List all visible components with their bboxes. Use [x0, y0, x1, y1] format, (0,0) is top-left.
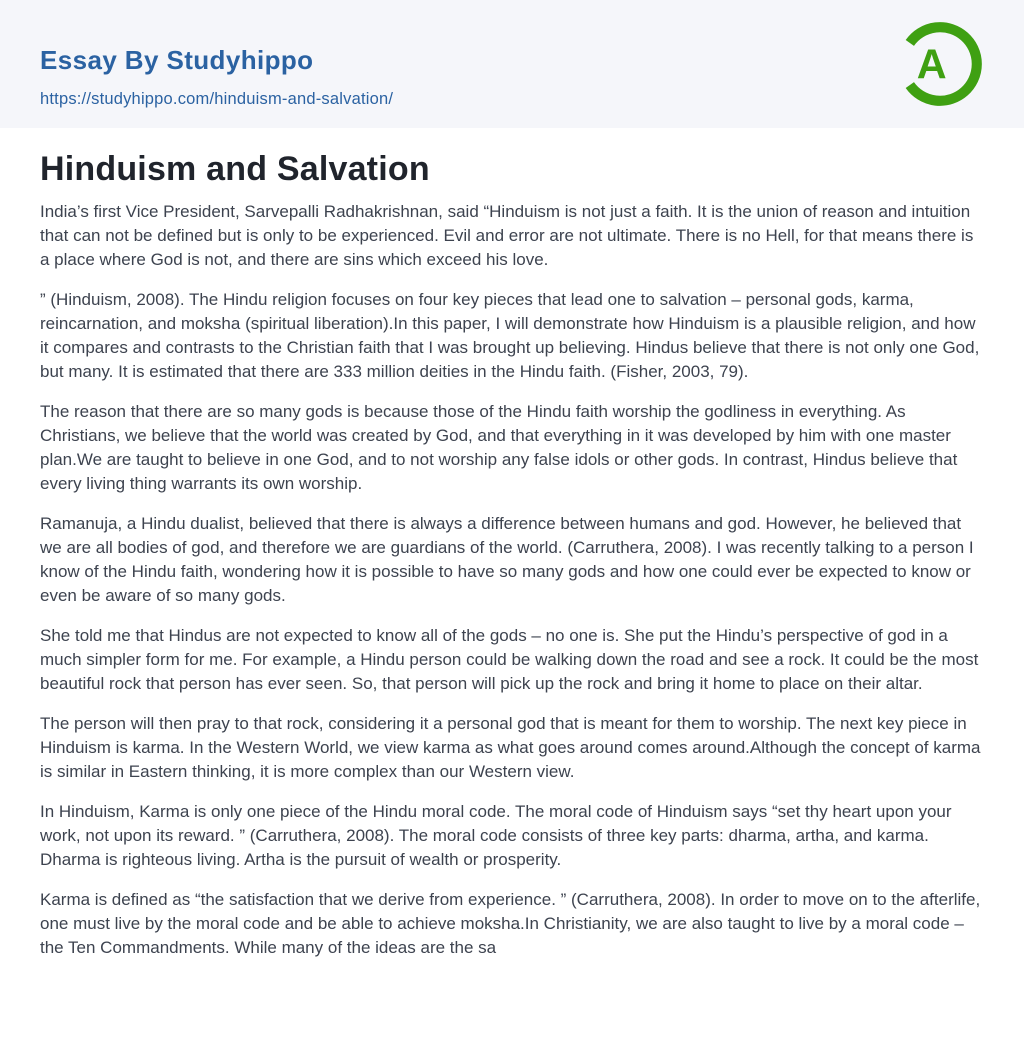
source-url-link[interactable]: https://studyhippo.com/hinduism-and-salvation/: [40, 89, 394, 108]
brand-title: Essay By Studyhippo: [40, 45, 314, 75]
essay-title: Hinduism and Salvation: [40, 150, 430, 188]
essay-paragraph: She told me that Hindus are not expected to know all of the gods – no one is. She put the Hindu’s perspective of god in a much simpler form for me. For example, a Hindu person could be walking down the road and see a rock. It could be the most beautiful rock that person has ever seen. So, that person will pick up the rock and bring it home to place on their altar.: [40, 626, 979, 694]
logo-letter: A: [916, 41, 947, 88]
page-header: [0, 0, 1024, 128]
studyhippo-logo: [894, 18, 986, 110]
essay-paragraph: Karma is defined as “the satisfaction that we derive from experience. ” (Carruthera, 2008). In order to move on to the afterlife, one must live by the moral code and be able to achieve moksha.In Christianity, we are also taught to live by a moral code – the Ten Commandments. While many of the ideas are the sa: [40, 890, 981, 958]
logo-arc-icon: [894, 18, 986, 110]
essay-paragraph: In Hinduism, Karma is only one piece of the Hindu moral code. The moral code of Hinduism says “set thy heart upon your work, not upon its reward. ” (Carruthera, 2008). The moral code consists of three key parts: dharma, artha, and karma. Dharma is righteous living. Artha is the pursuit of wealth or prosperity.: [40, 802, 952, 870]
essay-paragraph: The person will then pray to that rock, considering it a personal god that is meant for them to worship. The next key piece in Hinduism is karma. In the Western World, we view karma as what goes around comes around.Although the concept of karma is similar in Eastern thinking, it is more complex than our Western view.: [40, 714, 981, 782]
essay-paragraph: The reason that there are so many gods is because those of the Hindu faith worship the godliness in everything. As Christians, we believe that the world was created by God, and that everything in it was developed by him with one master plan.We are taught to believe in one God, and to not worship any false idols or other gods. In contrast, Hindus believe that every living thing warrants its own worship.: [40, 402, 958, 494]
essay-paragraph: Ramanuja, a Hindu dualist, believed that there is always a difference between humans and god. However, he believed that we are all bodies of god, and therefore we are guardians of the world. (Carruthera, 2008). I was recently talking to a person I know of the Hindu faith, wondering how it is possible to have so many gods and how one could ever be expected to know or even be aware of so many gods.: [40, 514, 974, 606]
essay-content: [0, 128, 1024, 960]
essay-paragraph: India’s first Vice President, Sarvepalli Radhakrishnan, said “Hinduism is not just a faith. It is the union of reason and intuition that can not be defined but is only to be experienced. Evil and error are not ultimate. There is no Hell, for that means there is a place where God is not, and there are sins which exceed his love.: [40, 202, 974, 270]
essay-paragraph: ” (Hinduism, 2008). The Hindu religion focuses on four key pieces that lead one to salvation – personal gods, karma, reincarnation, and moksha (spiritual liberation).In this paper, I will demonstrate how Hinduism is a plausible religion, and how it compares and contrasts to the Christian faith that I was brought up believing. Hindus believe that there is not only one God, but many. It is estimated that there are 333 million deities in the Hindu faith. (Fisher, 2003, 79).: [40, 290, 980, 382]
